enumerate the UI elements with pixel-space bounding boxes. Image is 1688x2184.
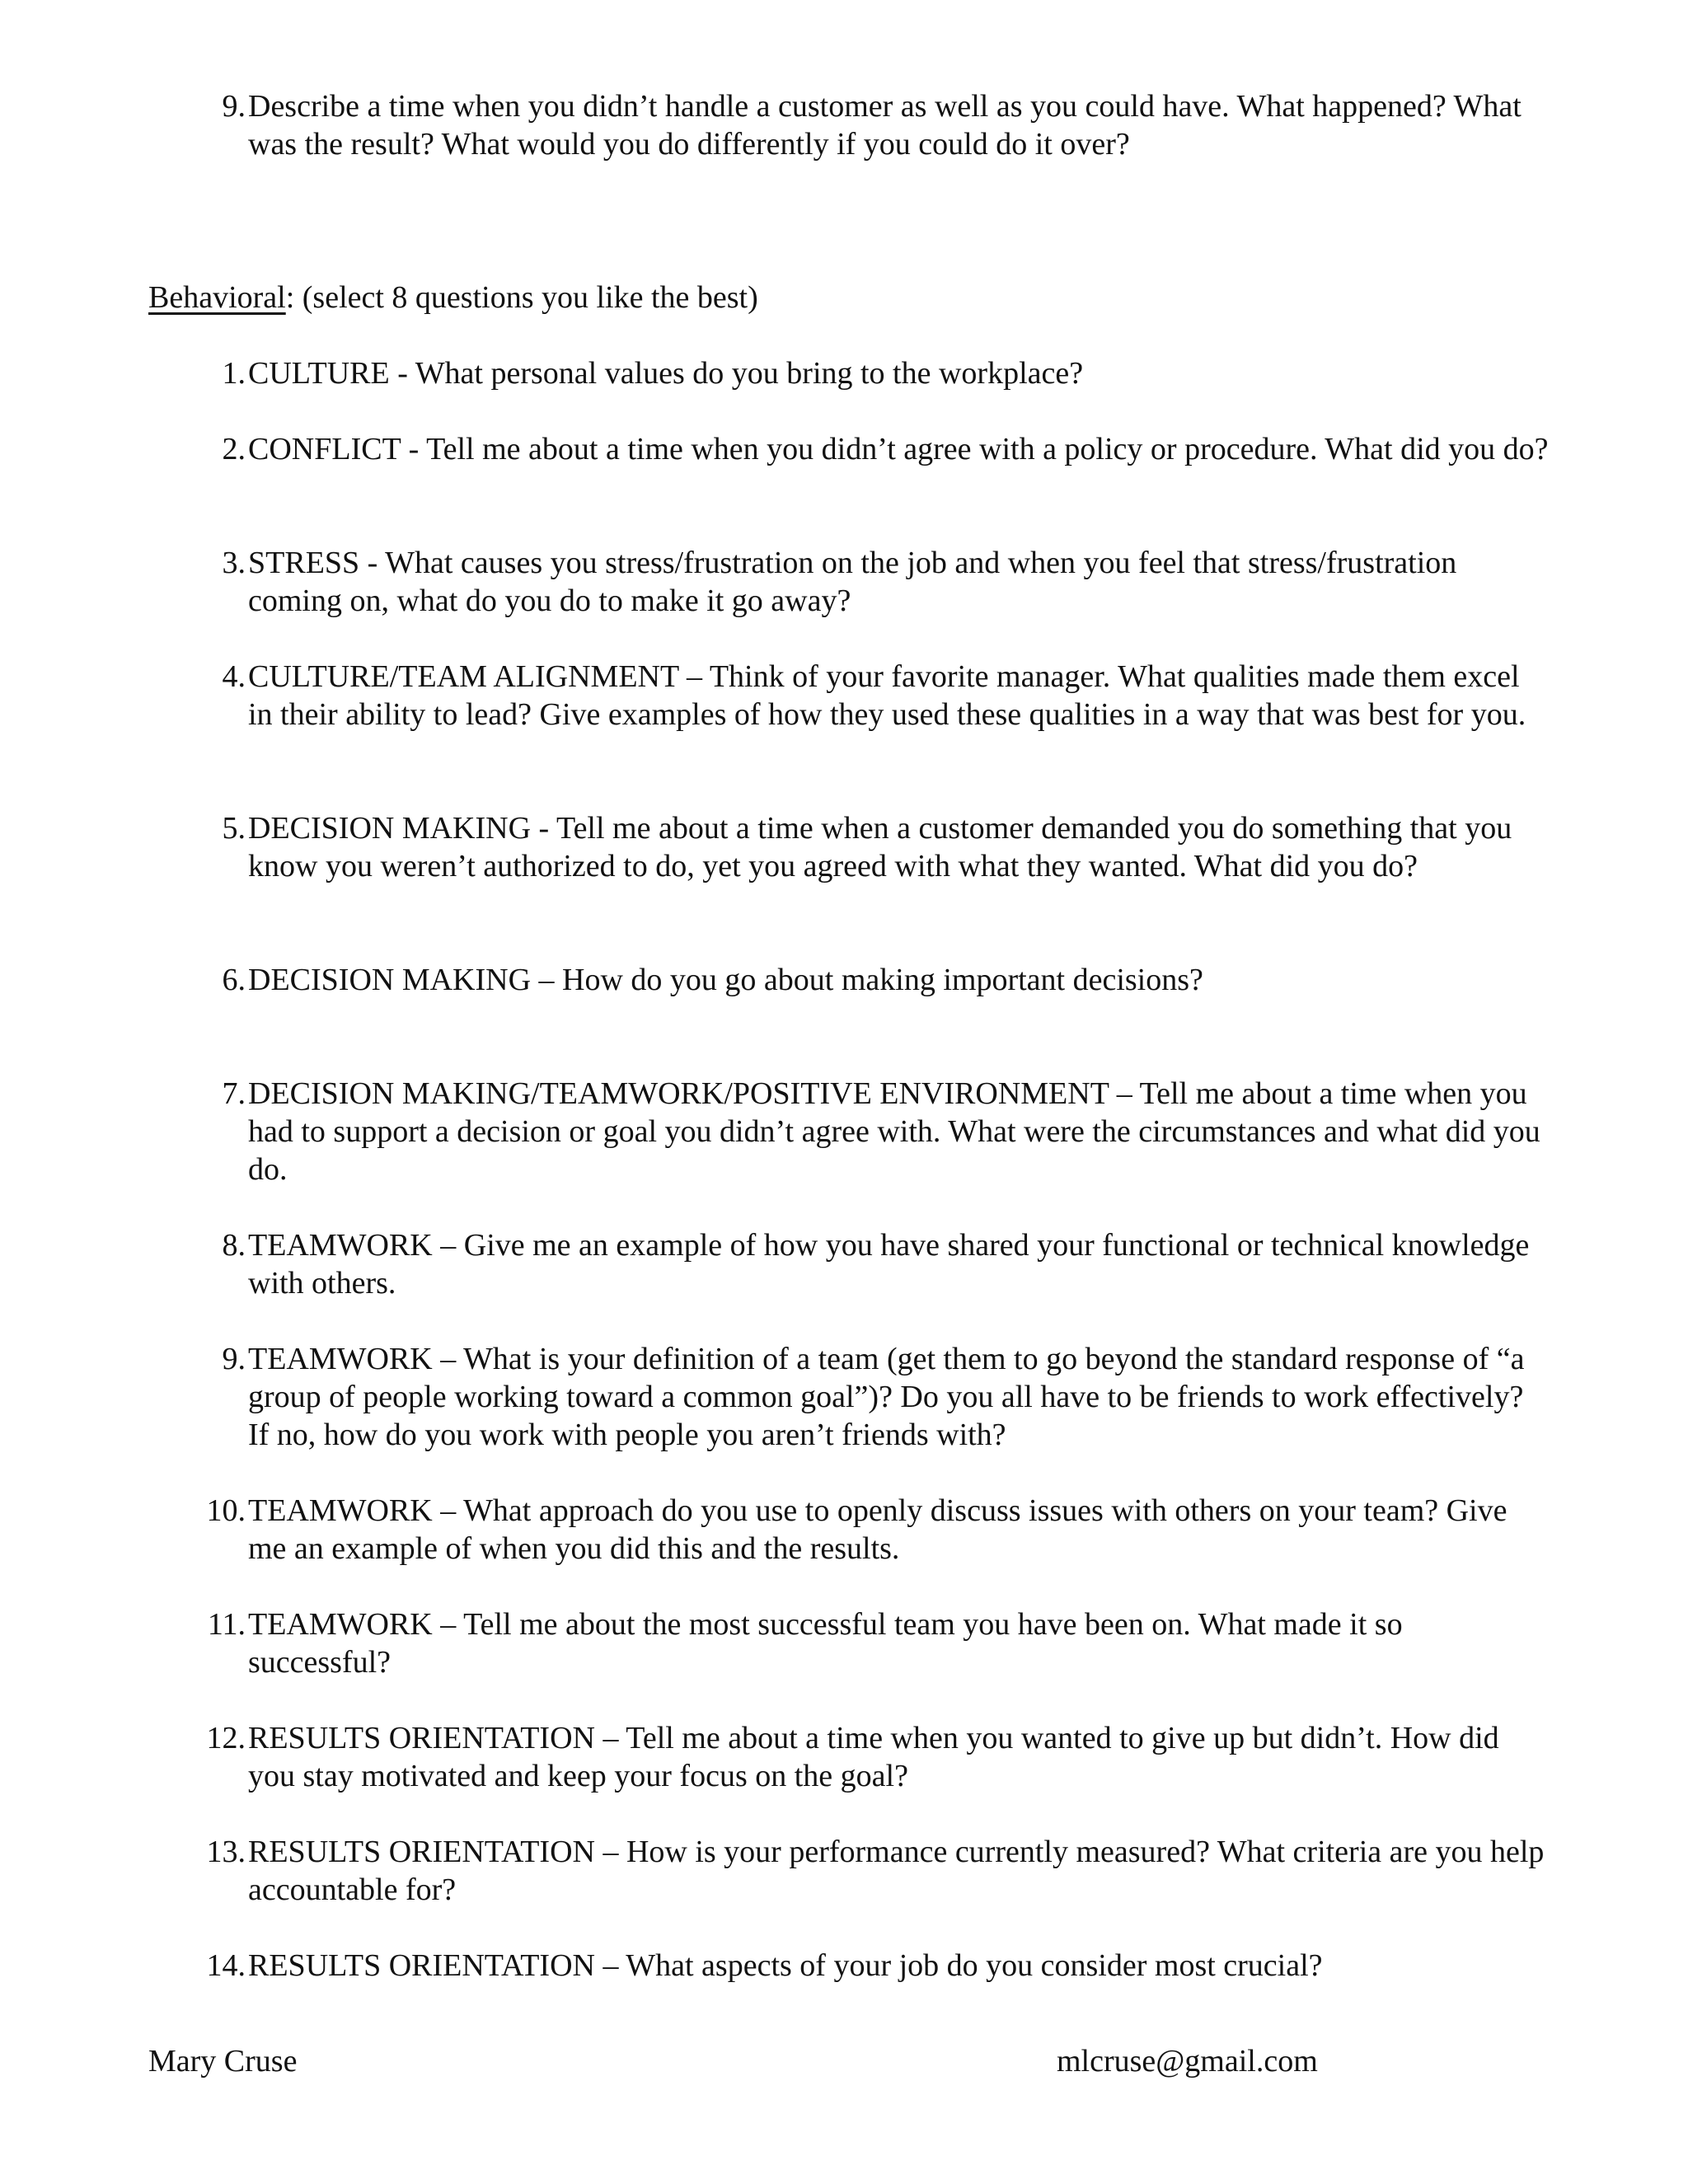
item-text: DECISION MAKING/TEAMWORK/POSITIVE ENVIRONMENT – Tell me about a time when you had to support a decision or goal you didn’t agree with. What were the circumstances and what did you do. [248,1076,1540,1187]
item-number: 3. [222,546,246,580]
item-text: TEAMWORK – What approach do you use to openly discuss issues with others on your team? Give me an example of when you did this and the results. [248,1493,1507,1566]
footer-author-name: Mary Cruse [148,2044,298,2079]
section-subtitle: : (select 8 questions you like the best) [285,280,758,315]
item-number: 14. [206,1948,246,1983]
item-text: CULTURE - What personal values do you bring to the workplace? [248,356,1084,391]
item-number: 9. [222,1342,246,1376]
item-number: 12. [206,1721,246,1755]
item-text: DECISION MAKING – How do you go about making important decisions? [248,963,1203,997]
item-number: 9. [222,89,246,124]
item-number: 1. [222,356,246,391]
item-text: Describe a time when you didn’t handle a customer as well as you could have. What happened? What was the result? What would you do differently if you could do it over? [248,89,1522,162]
item-text: CULTURE/TEAM ALIGNMENT – Think of your favorite manager. What qualities made them excel in their ability to lead? Give examples of how they used these qualities in a way that was best for you. [248,659,1526,732]
item-number: 6. [222,963,246,997]
item-text: TEAMWORK – Tell me about the most successful team you have been on. What made it so successful? [248,1607,1403,1680]
item-number: 11. [207,1607,246,1642]
item-text: STRESS - What causes you stress/frustration on the job and when you feel that stress/frustration coming on, what do you do to make it go away? [248,546,1457,618]
item-number: 7. [222,1076,246,1111]
item-text: DECISION MAKING - Tell me about a time when a customer demanded you do something that you know you weren’t authorized to do, yet you agreed with what they wanted. What did you do? [248,811,1512,883]
item-number: 10. [206,1493,246,1528]
item-text: RESULTS ORIENTATION – Tell me about a time when you wanted to give up but didn’t. How did you stay motivated and keep your focus on the goal? [248,1721,1499,1793]
section-heading [148,279,758,316]
footer-email: mlcruse@gmail.com [1057,2044,1318,2079]
item-number: 4. [222,659,246,694]
section-title: Behavioral [148,280,286,315]
item-number: 2. [222,432,246,466]
item-number: 13. [206,1835,246,1869]
item-number: 8. [222,1228,246,1263]
item-text: RESULTS ORIENTATION – How is your performance currently measured? What criteria are you help accountable for? [248,1835,1545,1907]
item-number: 5. [222,811,246,846]
item-text: TEAMWORK – What is your definition of a team (get them to go beyond the standard response of “a group of people working toward a common goal”)? Do you all have to be friends to work effectively? If no, how do you work with people you aren’t friends with? [248,1342,1525,1452]
item-text: RESULTS ORIENTATION – What aspects of your job do you consider most crucial? [248,1948,1323,1983]
item-text: TEAMWORK – Give me an example of how you have shared your functional or technical knowledge with others. [248,1228,1530,1301]
item-text: CONFLICT - Tell me about a time when you didn’t agree with a policy or procedure. What did you do? [248,432,1549,466]
